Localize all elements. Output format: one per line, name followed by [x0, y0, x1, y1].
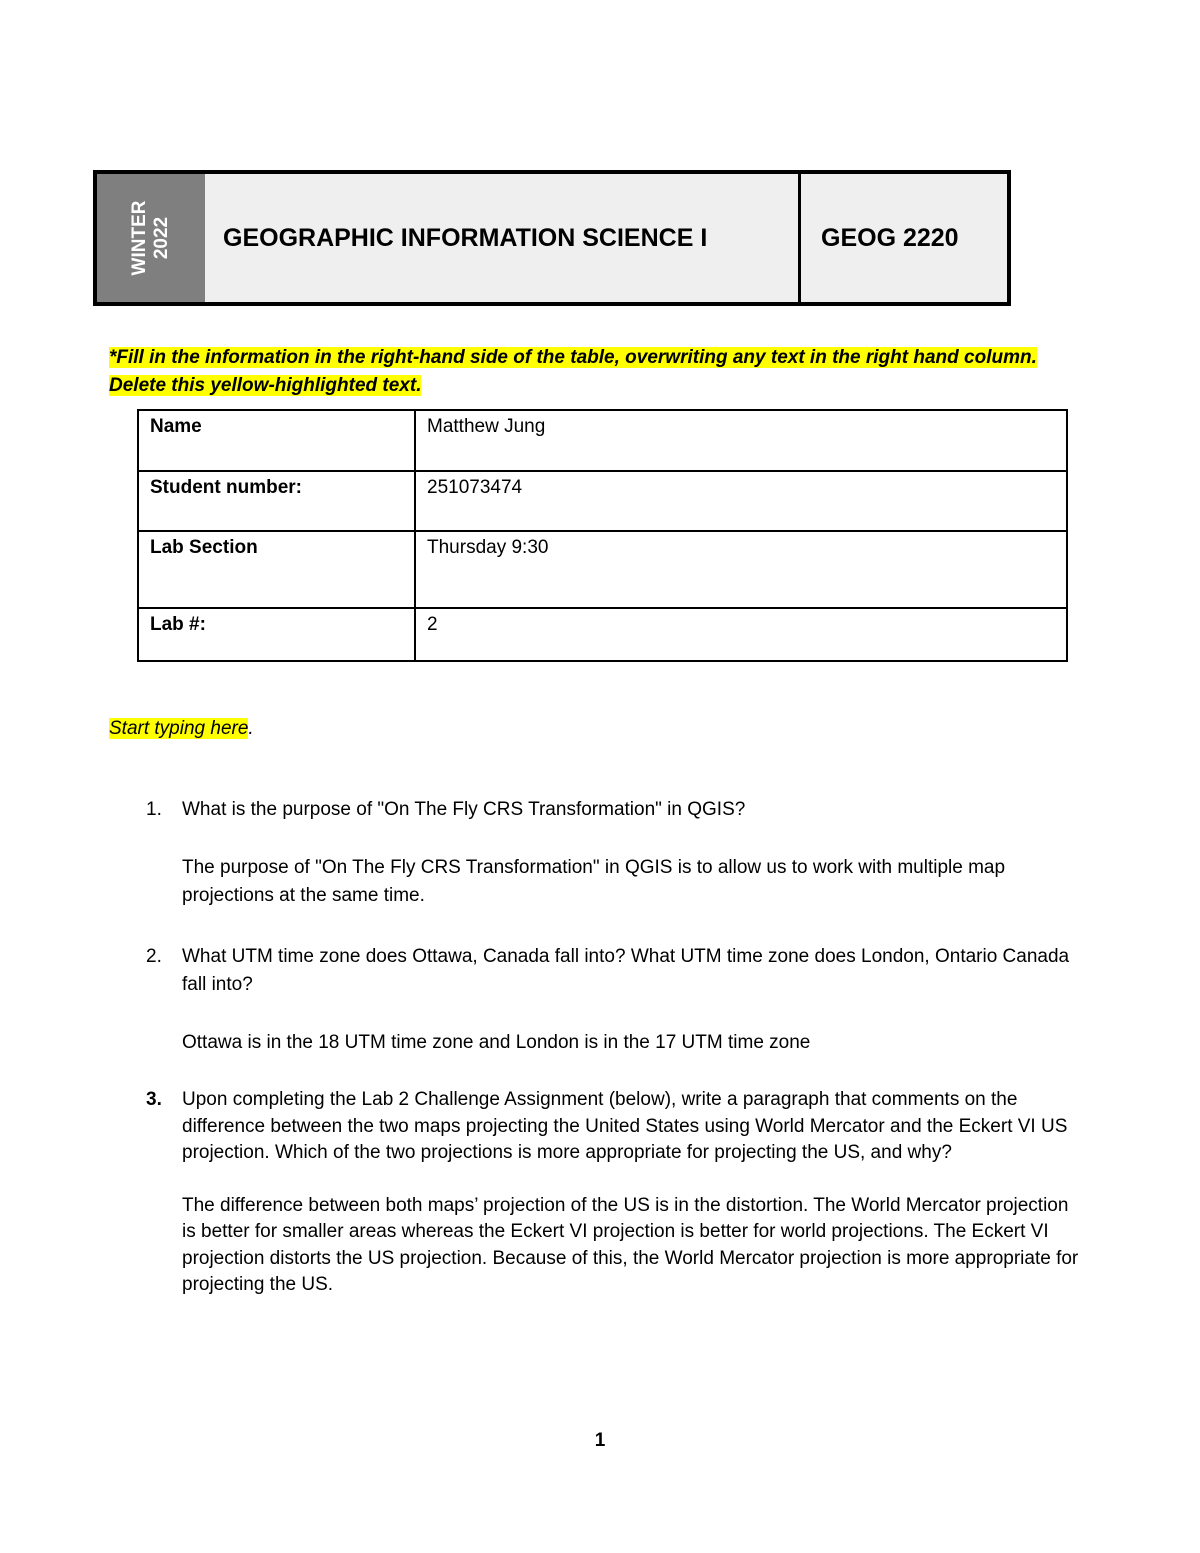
row-value-lab-section[interactable]: Thursday 9:30: [415, 531, 1067, 608]
start-typing-period: .: [248, 718, 254, 739]
page-number: 1: [594, 1430, 606, 1451]
answer-text: The purpose of "On The Fly CRS Transformation" in QGIS is to allow us to work with multiple map projections at the same time.: [182, 857, 1006, 906]
term-banner: [97, 174, 205, 302]
course-code: GEOG 2220: [821, 223, 959, 252]
row-value-lab-number[interactable]: 2: [415, 608, 1067, 661]
term-year: 2022: [151, 216, 172, 260]
row-value-name[interactable]: Matthew Jung: [415, 410, 1067, 471]
start-typing-prompt: [109, 718, 254, 740]
table-row: [138, 471, 1067, 531]
start-typing-text: Start typing here: [109, 718, 249, 739]
course-title: GEOGRAPHIC INFORMATION SCIENCE I: [205, 174, 801, 302]
table-row: [138, 410, 1067, 471]
row-label: Name: [138, 410, 415, 471]
question-3: [146, 1087, 1086, 1299]
question-number: 3.: [146, 1089, 162, 1110]
row-label: Student number:: [138, 471, 415, 531]
table-row: [138, 531, 1067, 608]
answer-text: Ottawa is in the 18 UTM time zone and London is in the 17 UTM time zone: [182, 1032, 811, 1053]
question-text: What UTM time zone does Ottawa, Canada fall into? What UTM time zone does London, Ontario Canada fall into?: [182, 946, 1070, 995]
question-1: [146, 796, 1086, 910]
row-label: Lab Section: [138, 531, 415, 608]
term-season: WINTER: [129, 200, 150, 276]
row-label: Lab #:: [138, 608, 415, 661]
student-info-table: [137, 409, 1068, 662]
term-label: [129, 201, 173, 276]
row-value-student-number[interactable]: 251073474: [415, 471, 1067, 531]
question-text: What is the purpose of "On The Fly CRS Transformation" in QGIS?: [182, 799, 746, 820]
highlighted-instruction: *Fill in the information in the right-hand side of the table, overwriting any text in the right hand column. Delete this yellow-highlighted text.: [109, 347, 1037, 396]
question-text: Upon completing the Lab 2 Challenge Assignment (below), write a paragraph that comments on the difference between the two maps projecting the United States using World Mercator and the Eckert VI US projection. Which of the two projections is more appropriate for projecting the US, and why?: [182, 1089, 1068, 1163]
answer-text: The difference between both maps’ projection of the US is in the distortion. The World Mercator projection is better for smaller areas whereas the Eckert VI projection is better for world projections. The Eckert VI projection distorts the US projection. Because of this, the World Mercator projection is more appropriate for projecting the US.: [182, 1194, 1079, 1295]
instruction-note: [109, 344, 1099, 400]
question-number: 1.: [146, 799, 162, 820]
question-2: [146, 943, 1086, 1057]
question-number: 2.: [146, 946, 162, 967]
table-row: [138, 608, 1067, 661]
course-header: [93, 170, 1011, 306]
